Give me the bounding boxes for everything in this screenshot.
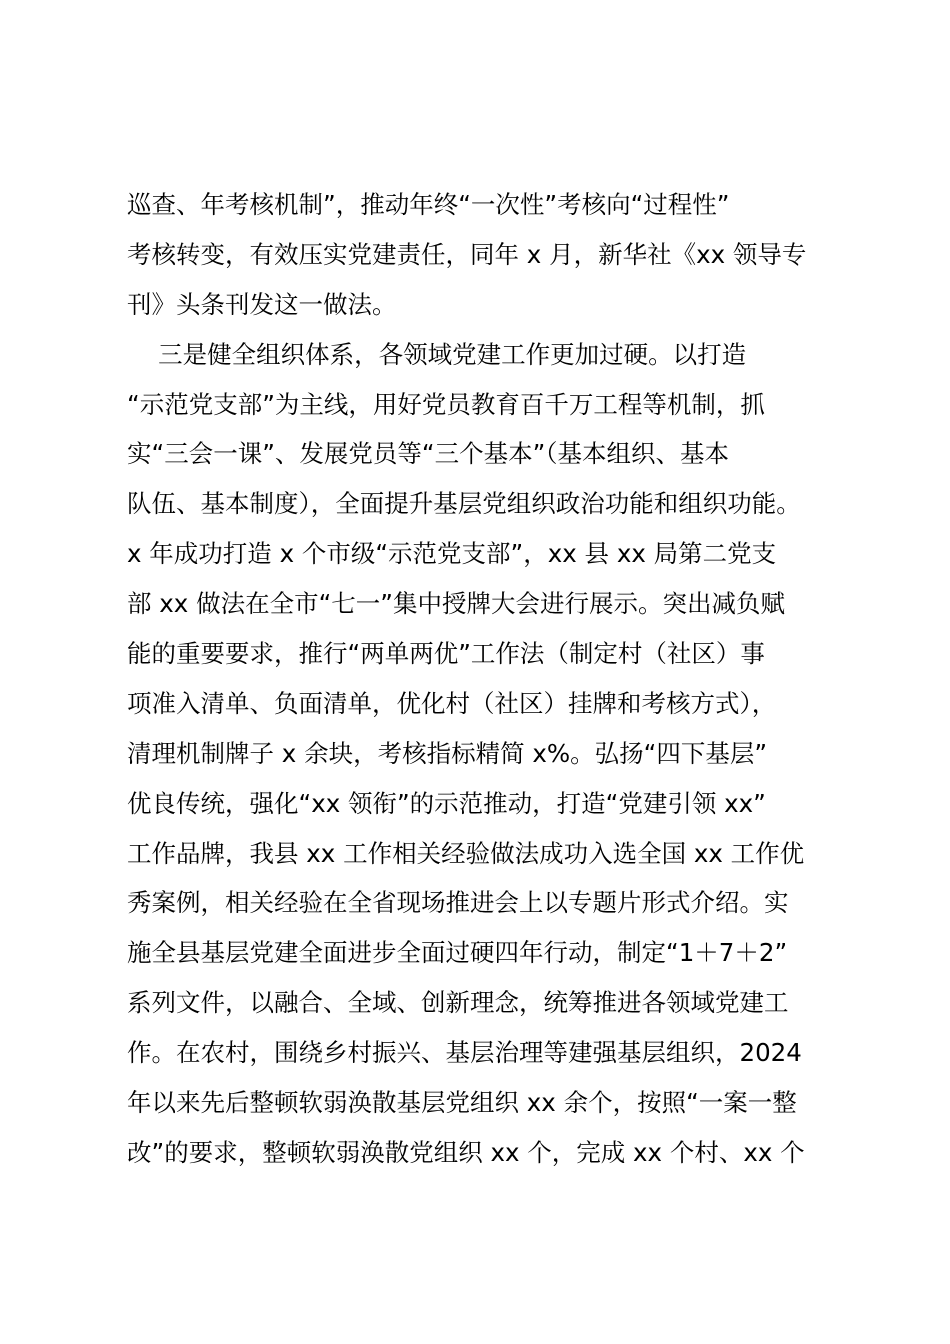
text-line-6: 实“三会一课”、发展党员等“三个基本”（基本组织、基本 [127,439,730,469]
text-line-9: 部 xx 做法在全市“七一”集中授牌大会进行展示。突出减负赋 [127,589,785,619]
text-line-5: “示范党支部”为主线，用好党员教育百千万工程等机制，抓 [127,389,765,419]
text-line-13: 优良传统，强化“xx 领衔”的示范推动，打造“党建引领 xx” [127,788,766,818]
text-line-11: 项准入清单、负面清单，优化村（社区）挂牌和考核方式）， [127,688,777,718]
text-line-1: 巡查、年考核机制”，推动年终“一次性”考核向“过程性” [127,190,730,219]
text-line-12: 清理机制牌子 x 余块，考核指标精简 x%。弘扬“四下基层” [127,738,768,768]
text-line-8: x 年成功打造 x 个市级“示范党支部”，xx 县 xx 局第二党支 [127,539,777,569]
text-line-15: 秀案例，相关经验在全省现场推进会上以专题片形式介绍。实 [127,888,789,918]
text-line-3: 刊》头条刊发这一做法。 [127,289,397,319]
paragraph-start-line: 三是健全组织体系，各领域党建工作更加过硬。以打造 [127,339,747,369]
body-text [127,180,847,1178]
text-line-10: 能的重要要求，推行“两单两优”工作法（制定村（社区）事 [127,639,765,669]
text-line-16: 施全县基层党建全面进步全面过硬四年行动，制定“1＋7＋2” [127,938,788,968]
text-line-14: 工作品牌，我县 xx 工作相关经验做法成功入选全国 xx 工作优 [127,838,805,868]
text-line-19: 年以来先后整顿软弱涣散基层党组织 xx 余个，按照“一案一整 [127,1088,797,1118]
text-line-17: 系列文件，以融合、全域、创新理念，统筹推进各领域党建工 [127,988,789,1018]
text-line-2: 考核转变，有效压实党建责任，同年 x 月，新华社《xx 领导专 [127,239,807,269]
text-line-20: 改”的要求，整顿软弱涣散党组织 xx 个，完成 xx 个村、xx 个 [127,1137,805,1167]
text-line-7: 队伍、基本制度），全面提升基层党组织政治功能和组织功能。 [127,489,801,519]
text-line-18: 作。在农村，围绕乡村振兴、基层治理等建强基层组织，2024 [127,1038,802,1068]
